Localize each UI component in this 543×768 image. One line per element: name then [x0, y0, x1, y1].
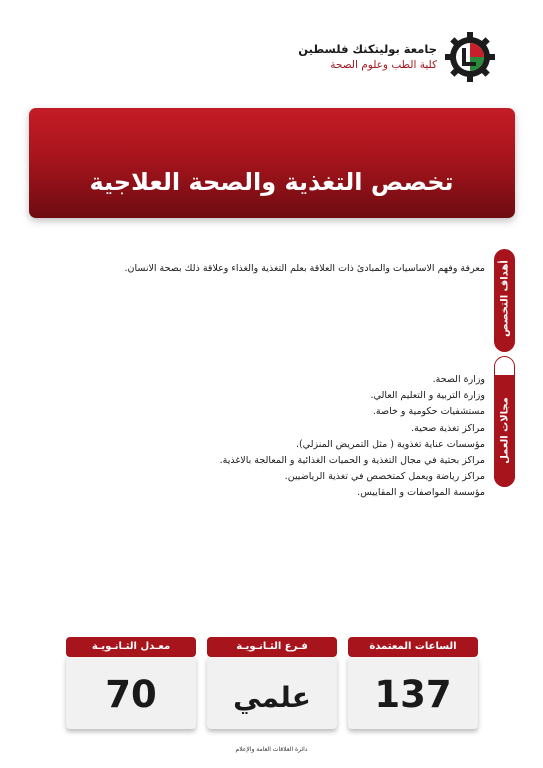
school-branch-label: فـرع الثـانـويـة: [207, 637, 337, 657]
list-item: مؤسسة المواصفات و المقاييس.: [357, 487, 485, 499]
school-average-card: [66, 637, 196, 729]
tab-goals-label: أهداف التخصص: [499, 260, 511, 337]
university-logo-icon: [444, 31, 496, 83]
list-item: مراكز رياضة ويعمل كمتخصص في تغذية الرياضيين.: [284, 471, 485, 483]
fields-list: [55, 372, 485, 502]
school-branch-value: علمي: [233, 681, 311, 714]
title-banner: [29, 108, 515, 218]
university-name: جامعة بوليتكنك فلسطين: [298, 42, 437, 56]
credit-hours-card: [348, 637, 478, 729]
credit-hours-value: 137: [374, 673, 452, 716]
college-name: كلية الطب وعلوم الصحة: [330, 59, 437, 71]
school-average-value: 70: [105, 673, 157, 716]
tab-fields-label: مجالات العمل: [499, 397, 511, 464]
goals-text: معرفة وفهم الاساسيات والمبادئ ذات العلاقة بعلم التغذية والغذاء وعلاقة ذلك بصحة الانسان.: [124, 263, 485, 274]
school-branch-card: [207, 637, 337, 729]
school-average-label: معـدل الثـانـويـة: [66, 637, 196, 657]
page-title: تخصص التغذية والصحة العلاجية: [89, 168, 454, 196]
list-item: مراكز تغذية صحية.: [411, 422, 485, 434]
footer-text: دائرة العلاقات العامة والإعلام: [235, 746, 308, 753]
list-item: وزارة التربية و التعليم العالي.: [370, 390, 485, 402]
list-item: مستشفيات حكومية و خاصة.: [372, 406, 485, 418]
list-item: وزارة الصحة.: [432, 374, 485, 385]
credit-hours-label: الساعات المعتمدة: [348, 637, 478, 657]
list-item: مراكز بحثية في مجال التغذية و الحميات الغذائية و المعالجة بالاغذية.: [219, 455, 485, 467]
list-item: مؤسسات عناية تغذوية ( مثل التمريض المنزلي).: [295, 438, 485, 450]
